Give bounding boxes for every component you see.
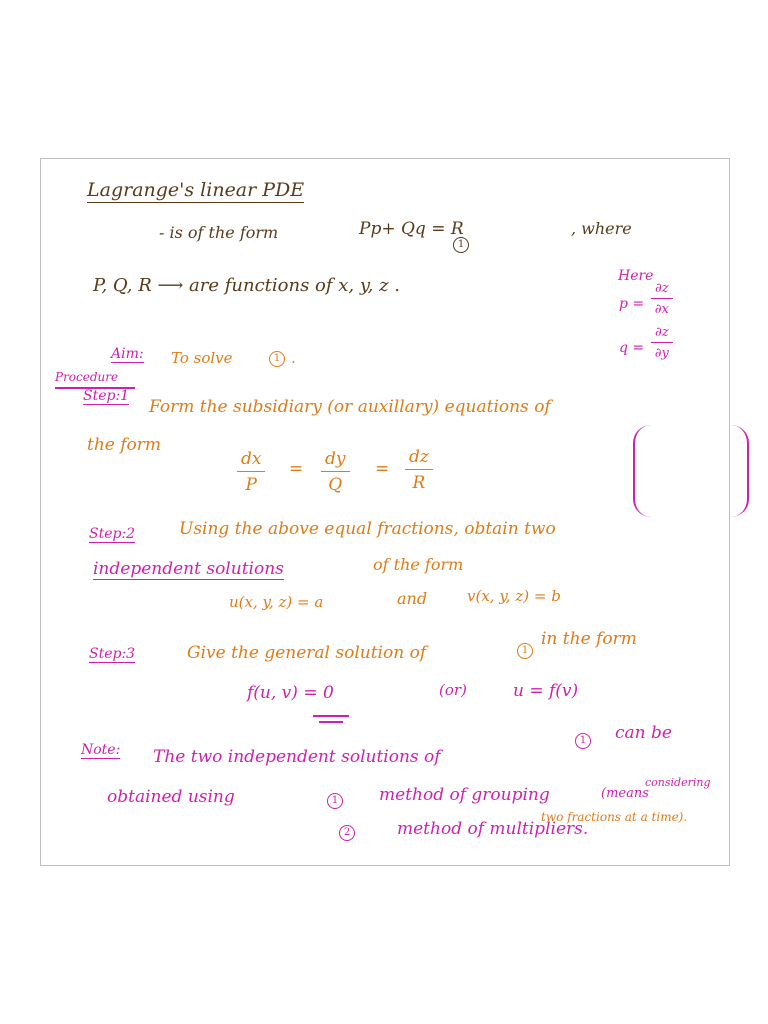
method1-text: method of grouping	[379, 785, 550, 805]
step3-double-line-top	[313, 715, 349, 717]
fraction-dy-q: $\frac{dy}{Q}$	[321, 449, 350, 495]
step3-text-b: in the form	[541, 629, 637, 649]
step2-highlight: independent solutions	[93, 559, 284, 579]
aim-label: Aim:	[111, 346, 144, 362]
step3-text-a: Give the general solution of	[187, 643, 427, 663]
step2-sol2: v(x, y, z) = b	[467, 587, 561, 605]
page-title: Lagrange's linear PDE	[87, 179, 305, 201]
step3-form2: u = f(v)	[513, 681, 579, 701]
step1-text2: the form	[87, 435, 162, 455]
aim-text: To solve	[171, 349, 233, 367]
note-obtained: obtained using	[107, 787, 235, 807]
step2-text2: of the form	[373, 555, 464, 574]
here-label: Here	[618, 268, 654, 284]
step2-sol1: u(x, y, z) = a	[229, 593, 324, 611]
equation-ref-1: 1	[453, 237, 469, 253]
note-ref-1: 1	[575, 733, 591, 749]
step2-text: Using the above equal fractions, obtain two	[179, 519, 556, 539]
here-p-fraction: $\frac{\partial z}{\partial x}$	[651, 281, 673, 317]
method1-paren1: (means	[601, 786, 649, 801]
note-page	[40, 158, 730, 866]
step3-form1: f(u, v) = 0	[247, 683, 334, 703]
step3-or: (or)	[439, 681, 467, 699]
step2-label: Step:2	[89, 526, 136, 542]
here-q-lhs: q =	[619, 340, 645, 356]
note-label: Note:	[81, 742, 121, 758]
step1-label: Step:1	[83, 388, 130, 404]
intro-line1: - is of the form	[159, 223, 279, 242]
intro-equation: Pp+ Qq = R	[359, 219, 464, 239]
aim-end: .	[291, 349, 296, 367]
method1-paren3: two fractions at a time).	[541, 810, 688, 824]
note-text-b: can be	[615, 723, 672, 743]
step1-eq-1: =	[289, 459, 304, 479]
step1-eq-2: =	[375, 459, 390, 479]
here-q-fraction: $\frac{\partial z}{\partial y}$	[651, 325, 673, 361]
method2-text: method of multipliers.	[397, 819, 589, 839]
intro-line2: P, Q, R ⟶ are functions of x, y, z .	[93, 275, 400, 296]
method1-paren2: considering	[645, 776, 711, 789]
aim-ref-1: 1	[269, 351, 285, 367]
step2-and: and	[397, 589, 428, 608]
procedure-label: Procedure	[55, 370, 119, 384]
here-p-lhs: p =	[619, 296, 645, 312]
step3-double-line-bottom	[319, 721, 343, 723]
step3-ref-1: 1	[517, 643, 533, 659]
step3-label: Step:3	[89, 646, 136, 662]
note-text-a: The two independent solutions of	[153, 747, 441, 767]
method1-ref: 1	[327, 793, 343, 809]
step1-text: Form the subsidiary (or auxillary) equations of	[149, 397, 551, 417]
here-note-brace	[633, 425, 749, 517]
method2-ref: 2	[339, 825, 355, 841]
fraction-dx-p: $\frac{dx}{P}$	[237, 449, 265, 495]
intro-where: , where	[571, 219, 632, 238]
fraction-dz-r: $\frac{dz}{R}$	[405, 447, 433, 493]
